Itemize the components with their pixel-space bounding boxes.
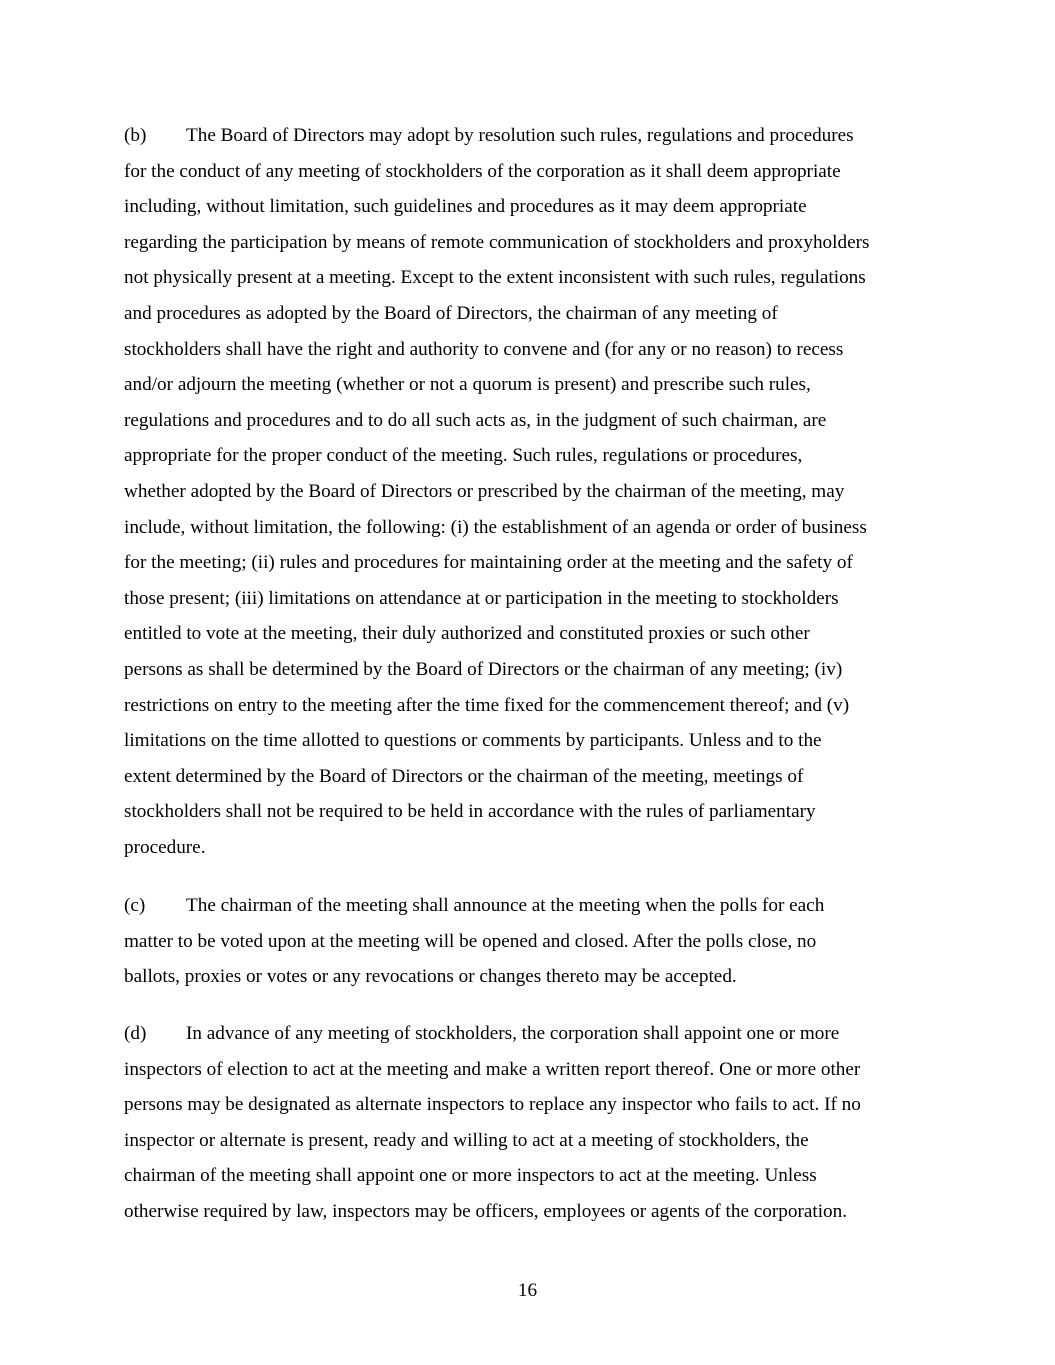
paragraph-line: persons may be designated as alternate inspectors to replace any inspector who fails to act. If no (124, 1094, 861, 1116)
paragraph-c (124, 888, 939, 995)
paragraph-line: inspectors of election to act at the meeting and make a written report thereof. One or more other (124, 1058, 861, 1080)
paragraph-line: limitations on the time allotted to questions or comments by participants. Unless and to the (124, 730, 822, 752)
paragraph-label: (c) (124, 895, 146, 916)
paragraph-line: and procedures as adopted by the Board of Directors, the chairman of any meeting of (124, 302, 778, 324)
paragraph-line: entitled to vote at the meeting, their duly authorized and constituted proxies or such other (124, 623, 810, 645)
paragraph-label: (d) (124, 1023, 147, 1044)
paragraph-line: include, without limitation, the following: (i) the establishment of an agenda or order of business (124, 516, 867, 538)
paragraph-label: (b) (124, 125, 147, 146)
paragraph-line: otherwise required by law, inspectors may be officers, employees or agents of the corporation. (124, 1200, 848, 1222)
paragraph-line: appropriate for the proper conduct of the meeting. Such rules, regulations or procedures, (124, 445, 803, 467)
paragraph-line: persons as shall be determined by the Board of Directors or the chairman of any meeting; (iv) (124, 658, 843, 680)
paragraph-line: for the meeting; (ii) rules and procedures for maintaining order at the meeting and the safety of (124, 552, 853, 574)
paragraph-line: inspector or alternate is present, ready and willing to act at a meeting of stockholders, the (124, 1129, 809, 1151)
paragraph-line: procedure. (124, 836, 206, 858)
paragraph-line: ballots, proxies or votes or any revocations or changes thereto may be accepted. (124, 966, 737, 988)
paragraph-line: (b) The Board of Directors may adopt by resolution such rules, regulations and procedures (124, 118, 939, 154)
paragraph-line: for the conduct of any meeting of stockholders of the corporation as it shall deem appropriate (124, 160, 841, 182)
paragraph-line: chairman of the meeting shall appoint one or more inspectors to act at the meeting. Unless (124, 1165, 817, 1187)
paragraph-line: not physically present at a meeting. Except to the extent inconsistent with such rules, regulations (124, 267, 866, 289)
page-number: 16 (517, 1280, 538, 1301)
paragraph-line: whether adopted by the Board of Directors or prescribed by the chairman of the meeting, may (124, 480, 845, 502)
paragraph-line: (d) In advance of any meeting of stockholders, the corporation shall appoint one or more (124, 1016, 939, 1052)
paragraph-line: including, without limitation, such guidelines and procedures as it may deem appropriate (124, 196, 807, 218)
paragraph-line: (c) The chairman of the meeting shall announce at the meeting when the polls for each (124, 888, 939, 924)
paragraph-line: matter to be voted upon at the meeting will be opened and closed. After the polls close, no (124, 930, 817, 952)
paragraph-line: stockholders shall not be required to be held in accordance with the rules of parliamentary (124, 801, 816, 823)
paragraph-line: stockholders shall have the right and authority to convene and (for any or no reason) to recess (124, 338, 844, 360)
paragraph-line: and/or adjourn the meeting (whether or not a quorum is present) and prescribe such rules, (124, 374, 811, 396)
paragraph-line: extent determined by the Board of Directors or the chairman of the meeting, meetings of (124, 765, 804, 787)
paragraph-line: regulations and procedures and to do all such acts as, in the judgment of such chairman, are (124, 409, 827, 431)
paragraph-b (124, 118, 939, 865)
paragraph-line: those present; (iii) limitations on attendance at or participation in the meeting to stockholders (124, 587, 839, 609)
paragraph-line: regarding the participation by means of remote communication of stockholders and proxyholders (124, 231, 870, 253)
paragraph-d (124, 1016, 939, 1230)
paragraph-line: restrictions on entry to the meeting after the time fixed for the commencement thereof; and (v) (124, 694, 850, 716)
